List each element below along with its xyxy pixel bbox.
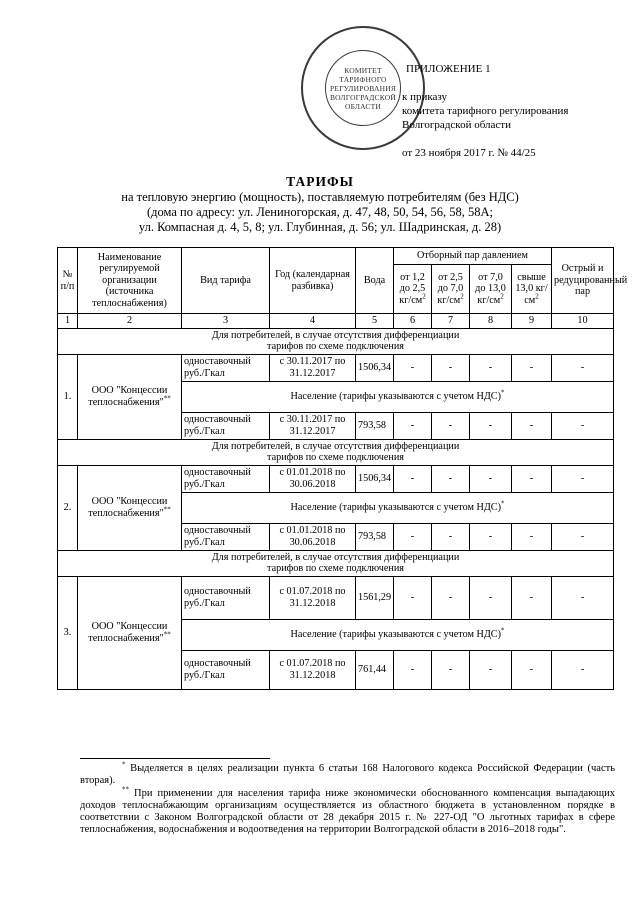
org-name: ООО "Концессии теплоснабжения"** <box>78 354 182 439</box>
appendix-date: от 23 ноября 2017 г. № 44/25 <box>402 147 536 159</box>
appendix-to-order: к приказу <box>402 91 448 103</box>
tariff-type: одноставочный руб./Гкал <box>182 576 270 619</box>
header-steam-2: от 2,5 до 7,0 $кг/см^2$ <box>432 265 470 314</box>
appendix-header <box>402 62 568 160</box>
period: с 01.07.2018 по 31.12.2018 <box>270 576 356 619</box>
tariff-type: одноставочный руб./Гкал <box>182 412 270 439</box>
empty-value: - <box>470 465 512 492</box>
col-number: 5 <box>356 314 394 329</box>
empty-value: - <box>552 523 614 550</box>
heading-line-3: (дома по адресу: ул. Лениногорская, д. 47, 48, 50, 54, 56, 58, 58А; <box>146 205 494 219</box>
tariff-type: одноставочный руб./Гкал <box>182 523 270 550</box>
empty-value: - <box>512 465 552 492</box>
empty-value: - <box>512 650 552 689</box>
empty-value: - <box>552 650 614 689</box>
heading-line-4: ул. Компасная д. 4, 5, 8; ул. Глубинная, д. 56; ул. Шадринская, д. 28) <box>138 220 502 234</box>
footnote-1: * Выделяется в целях реализации пункта 6 статьи 168 Налогового кодекса Российской Федерации (часть вторая). <box>80 760 615 786</box>
header-steam: Отборный пар давлением <box>394 248 552 265</box>
table-row <box>58 465 614 492</box>
period: с 30.11.2017 по 31.12.2017 <box>270 354 356 381</box>
col-number: 4 <box>270 314 356 329</box>
water-value: 1506,34 <box>356 465 394 492</box>
water-value: 793,58 <box>356 412 394 439</box>
org-name: ООО "Концессии теплоснабжения"** <box>78 465 182 550</box>
empty-value: - <box>394 523 432 550</box>
empty-value: - <box>512 412 552 439</box>
header-org: Наименование регулируемой организации (источника теплоснабжения) <box>78 248 182 314</box>
header-year: Год (календарная разбивка) <box>270 248 356 314</box>
empty-value: - <box>470 576 512 619</box>
empty-value: - <box>512 576 552 619</box>
population-note: Население (тарифы указываются с учетом НДС)* <box>182 492 614 523</box>
empty-value: - <box>470 650 512 689</box>
empty-value: - <box>394 412 432 439</box>
empty-value: - <box>552 412 614 439</box>
empty-value: - <box>470 523 512 550</box>
header-sharp-steam: Острый и редуцированный пар <box>552 248 614 314</box>
period: с 01.01.2018 по 30.06.2018 <box>270 465 356 492</box>
empty-value: - <box>552 465 614 492</box>
section-title: Для потребителей, в случае отсутствия дифференциации тарифов по схеме подключения <box>58 439 614 465</box>
empty-value: - <box>432 576 470 619</box>
document-heading <box>40 174 600 235</box>
footnotes <box>80 758 615 836</box>
water-value: 1506,34 <box>356 354 394 381</box>
row-number: 3. <box>58 576 78 689</box>
tariff-type: одноставочный руб./Гкал <box>182 465 270 492</box>
col-number: 7 <box>432 314 470 329</box>
water-value: 1561,29 <box>356 576 394 619</box>
empty-value: - <box>552 576 614 619</box>
header-tariff-type: Вид тарифа <box>182 248 270 314</box>
empty-value: - <box>432 412 470 439</box>
col-number: 10 <box>552 314 614 329</box>
population-note: Население (тарифы указываются с учетом НДС)* <box>182 619 614 650</box>
section-title: Для потребителей, в случае отсутствия дифференциации тарифов по схеме подключения <box>58 328 614 354</box>
empty-value: - <box>432 650 470 689</box>
col-number: 9 <box>512 314 552 329</box>
appendix-committee: комитета тарифного регулирования <box>402 105 569 117</box>
section-row <box>58 439 614 465</box>
empty-value: - <box>394 650 432 689</box>
column-numbers-row <box>58 314 614 329</box>
header-steam-1: от 1,2 до 2,5 $кг/см^2$ <box>394 265 432 314</box>
row-number: 2. <box>58 465 78 550</box>
period: с 01.07.2018 по 31.12.2018 <box>270 650 356 689</box>
empty-value: - <box>512 523 552 550</box>
empty-value: - <box>432 465 470 492</box>
document-title: ТАРИФЫ <box>286 174 354 189</box>
header-steam-3: от 7,0 до 13,0 $кг/см^2$ <box>470 265 512 314</box>
table-row <box>58 576 614 619</box>
seal-text: КОМИТЕТ ТАРИФНОГО РЕГУЛИРОВАНИЯ ВОЛГОГРАДСКОЙ ОБЛАСТИ <box>329 65 397 111</box>
col-number: 8 <box>470 314 512 329</box>
section-title: Для потребителей, в случае отсутствия дифференциации тарифов по схеме подключения <box>58 550 614 576</box>
empty-value: - <box>394 465 432 492</box>
tariff-type: одноставочный руб./Гкал <box>182 354 270 381</box>
appendix-region: Волгоградской области <box>402 119 511 131</box>
header-steam-4: свыше 13,0 $кг/см^2$ <box>512 265 552 314</box>
period: с 30.11.2017 по 31.12.2017 <box>270 412 356 439</box>
col-number: 1 <box>58 314 78 329</box>
heading-line-2: на тепловую энергию (мощность), поставляемую потребителям (без НДС) <box>121 190 519 204</box>
empty-value: - <box>432 354 470 381</box>
header-row-1 <box>58 248 614 265</box>
tariff-table <box>57 247 628 690</box>
row-number: 1. <box>58 354 78 439</box>
footnote-separator <box>80 758 270 759</box>
empty-value: - <box>470 412 512 439</box>
col-number: 2 <box>78 314 182 329</box>
section-row <box>58 328 614 354</box>
col-number: 6 <box>394 314 432 329</box>
seal-center <box>325 50 401 126</box>
empty-value: - <box>394 576 432 619</box>
col-number: 3 <box>182 314 270 329</box>
appendix-label: ПРИЛОЖЕНИЕ 1 <box>406 63 491 75</box>
period: с 01.01.2018 по 30.06.2018 <box>270 523 356 550</box>
population-note: Население (тарифы указываются с учетом НДС)* <box>182 381 614 412</box>
empty-value: - <box>470 354 512 381</box>
water-value: 793,58 <box>356 523 394 550</box>
footnote-2: ** При применении для населения тарифа ниже экономически обоснованного компенсация выпадающих доходов теплоснабжающим организациям осуществляется из областного бюджета в установленном порядке в соответствии с Законом Волгоградской области от 28 декабря 2015 г. № 227-ОД "О льготных тарифах в сфере теплоснабжения, водоснабжения и водоотведения на территории Волгоградской области в 2016–2018 годы". <box>80 785 615 835</box>
water-value: 761,44 <box>356 650 394 689</box>
header-water: Вода <box>356 248 394 314</box>
header-num: № п/п <box>58 248 78 314</box>
table-row <box>58 354 614 381</box>
org-name: ООО "Концессии теплоснабжения"** <box>78 576 182 689</box>
empty-value: - <box>512 354 552 381</box>
empty-value: - <box>552 354 614 381</box>
section-row <box>58 550 614 576</box>
tariff-type: одноставочный руб./Гкал <box>182 650 270 689</box>
empty-value: - <box>432 523 470 550</box>
empty-value: - <box>394 354 432 381</box>
